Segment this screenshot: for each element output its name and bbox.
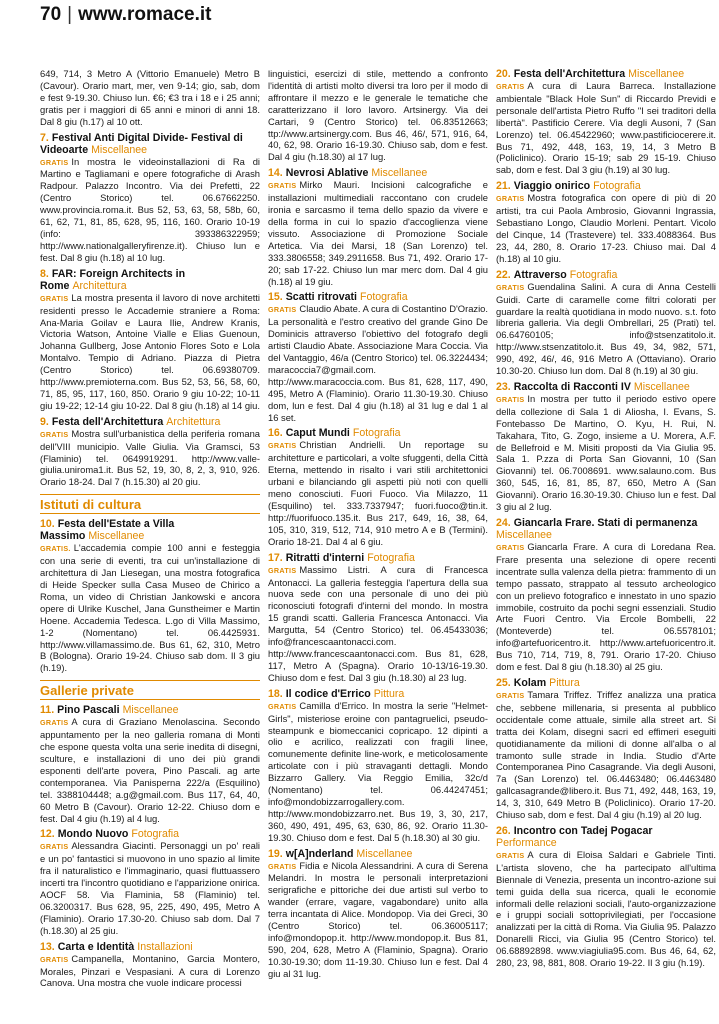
listing-title-line — [40, 828, 260, 840]
listing-title-line — [40, 132, 260, 156]
listing-number: 23. — [496, 380, 511, 393]
listing-description: Claudio Abate. A cura di Costantino D'Orazio. La personalità e l'estro creativo del grande Gino De Dominicis attraverso l'obiettivo del fotografo degli artisti Claudio Abate. Associazione Mara Coccia. Via del Vantaggio, 46/a (Centro Storico) tel. 06.3224434; maracoccia7@gmail.com. http://www.maracoccia.com. Bus 81, 628, 117, 490, 495, Metro A (Flaminio). Orario 11.30-19.30. Chiuso dom, lun e fest. Dal 4 giu (h.18) al 31 lug e dal 1 al 16 set. — [268, 303, 488, 423]
listing-entry — [496, 269, 716, 377]
listing-number: 20. — [496, 68, 511, 80]
listing-description: A cura di Laura Barreca. Installazione ambientale "Black Hole Sun" di Riccardo Previdi e personale dell'artista Pietro Ruffo "I sei traditori della libertà". Pastificio Cerere. Via degli Ausoni, 7 (San Lorenzo) tel. 06.45422960; www.pastificiocerere.it. Bus 71, 492, 448, 163, 19, 14, 3 Metro B (Policlinico). Orario 15-19; sab 29 15-19. Chiuso sab, dom e fest. Dal 3 giu (h.19) al 30 lug. — [496, 80, 716, 176]
listing-body — [496, 281, 716, 377]
listing-title: Festa dell'Estate a Villa Massimo — [40, 518, 175, 543]
listing-description: Campanella, Montanino, Garcia Montero, Morales, Pinzari e Vespasiani. A cura di Lorenzo Canova. Una mostra che vuole indicare processi — [40, 952, 260, 989]
listing-title-line — [40, 941, 260, 953]
listing-number: 12. — [40, 828, 55, 841]
listing-body — [268, 860, 488, 980]
listing-category: Miscellanee — [371, 167, 428, 180]
gratis-badge: GRATIS — [268, 305, 297, 315]
listing-body — [496, 192, 716, 264]
continued-text: 649, 714, 3 Metro A (Vittorio Emanuele) Metro B (Cavour). Orario mart, mer, ven 9-14; gio, sab, dom e fest 9-19.30. Chiuso lun. €6; €3 tra i 18 e i 25 anni; gratis per i maggiori di 65 anni e minori di anni 18. Dal 8 giu (h.17) al 10 ott. — [40, 68, 260, 127]
listing-number: 22. — [496, 268, 511, 281]
listing-body — [40, 542, 260, 674]
listing-title-line — [496, 68, 716, 80]
listing-body — [40, 156, 260, 264]
listing-entry — [40, 518, 260, 674]
listing-title: Viaggio onirico — [513, 180, 591, 193]
listing-description: La mostra presenta il lavoro di nove architetti residenti presso le Accademie straniere a Roma: Ana-Maria Goilav e Laura Ilie, Andrew Kranis, Victoria Watson, Antoine Vialle e Elias Guenoun, Johanna Gullberg, Jose Antonio Flores Soto e Lola Montalvo. Tempio di Adriano. Piazza di Pietra (Centro Storico) tel. 06.69380709. http://www.premioterna.com. Bus 52, 53, 56, 58, 60, 71, 85, 95, 117, 160, 850. Orario 9 giu 10-22; 10-11 giu 19-22; 12-14 giu 10-22. Dal 8 giu (h.18) al 14 giu. — [40, 291, 260, 411]
listing-body — [268, 564, 488, 684]
listing-description: In mostra per tutto il periodo estivo opere della collezione di Sala 1 di Aliosha, I. Evans, S. Fontebasso De Martino, O. Kyu, H. Rui, N. Takahara, Tito, G. Zogo, insieme a U. Morera, A.F. de Bellefroid e M. Misiti proposti da Via Giulia 95. Sala 1. P.zza di Porta San Giovanni, 10 (San Giovanni) tel. 06.7008691. www.salauno.com. Bus 360, 545, 16, 81, 85, 87, 650, Metro A (San Giovanni). Orario 16.30-19.30. Chiuso lun e fest. Dal 3 giu al 2 lug. — [496, 392, 716, 513]
section-heading: Istituti di cultura — [40, 494, 260, 514]
listing-body — [496, 541, 716, 673]
listing-title-line — [496, 381, 716, 393]
listing-entry — [40, 828, 260, 936]
listing-title: w[A]nderland — [285, 847, 354, 860]
listing-title: FAR: Foreign Architects in Rome — [40, 267, 186, 292]
listing-entry — [496, 68, 716, 176]
gratis-badge: GRATIS — [496, 82, 525, 91]
header-separator: | — [67, 4, 73, 25]
gratis-badge: GRATIS — [40, 954, 69, 964]
listing-title-line — [268, 552, 488, 564]
listing-description: Camilla d'Errico. In mostra la serie "Helmet-Girls", misteriose eroine con pantagruelici, pseudo-steampunk e biomeccanici copricapo. 12 dipinti a olio e acrilico, realizzati con fragili linee, comunemente definite line-work, e meticolosamente articolate con i più stravaganti dettagli. Mondo Bizzarro Gallery. Via Reggio Emilia, 32c/d (Nomentano) tel. 06.44247451; info@mondobizzarrogallery.com. http://www.mondobizzarro.net. Bus 19, 3, 30, 217, 360, 490, 491, 495, 63, 630, 86, 92. Orario 11.30-19.30. Chiuso dom e fest. Dal 5 (h.18.30) al 30 giu. — [268, 699, 488, 843]
listing-title: Pino Pascali — [57, 704, 120, 717]
listing-description: Guendalina Salini. A cura di Anna Cestelli Guidi. Carte di caramelle come filtri colorati per guardare la realtà quotidiana in modo nuovo. s.t. foto libreria galleria. Via degli Ombrellari, 25 (Prati) tel. 06.64760105; info@stsenzatitolo.it. http://www.stsenzatitolo.it. Bus 49, 34, 982, 571, 990, 492, 46/, 46, 916 Metro A (Ottaviano). Orario 10.30-20. Chiuso lun dom. Dal 8 (h.19) al 30 giu. — [496, 280, 716, 377]
listing-category: Miscellanee — [356, 847, 413, 860]
gratis-badge: GRATIS — [496, 282, 525, 292]
listing-body — [40, 428, 260, 489]
listing-entry — [268, 552, 488, 684]
listing-description: A cura di Eloisa Saldari e Gabriele Tinti. L'artista sloveno, che ha partecipato all'ultima Biennale di Venezia, presenta un incontro-azione sui temi guida della sua ricerca, quali le economie informali delle relazioni sociali, l'auto-organizzazione e i gruppi sociali sottoprivilegiati, per l'occasione analizzati per la città di Roma. Via Giulia 95. Palazzo Donarelli Ricci, via Giulia 95 (Centro Storico) tel. 06.68892898. www.viagiulia95.com. Bus 46, 64, 62, 280, 23, 98, 881, 808. Orario 19-22. Il 3 giu (h.19). — [496, 848, 716, 969]
gratis-badge: GRATIS — [268, 441, 297, 451]
listing-title: Festa dell'Architettura — [513, 68, 626, 80]
listing-description: Massimo Listri. A cura di Francesca Antonacci. La galleria festeggia l'apertura della sua nuova sede con una personale di uno dei più riconosciuti fotografi d'interni del mondo. In mostra 15 grandi scatti. Galleria Francesca Antonacci. Via Margutta, 54 (Centro Storico) tel. 06.45433036; info@francescaantonacci.com. http://www.francescaantonacci.com. Bus 81, 628, 117, Metro A (Spagna). Orario 10-13/16-19.30. Chiuso dom e fest. Dal 3 giu (h.18.30) al 23 lug. — [268, 563, 488, 683]
listing-body — [496, 689, 716, 821]
listing-entry — [496, 180, 716, 264]
listing-title-line — [268, 427, 488, 439]
listing-body — [40, 292, 260, 412]
listing-title: Caput Mundi — [285, 427, 350, 440]
listing-category: Miscellanee — [628, 68, 685, 80]
listing-entry — [40, 941, 260, 990]
gratis-badge: GRATIS — [268, 701, 297, 711]
column-2 — [268, 68, 488, 993]
listing-entry — [268, 291, 488, 423]
gratis-badge: GRATIS — [268, 181, 297, 191]
listing-category: Miscellanee — [88, 530, 145, 543]
listing-number: 16. — [268, 427, 283, 440]
listing-number: 11. — [40, 704, 55, 717]
listing-entry — [40, 704, 260, 824]
page-number: 70 — [40, 4, 62, 25]
continued-text: linguistici, esercizi di stile, mettendo a confronto l'identità di artisti molto diversi tra loro per il modo di affrontare il mezzo e le generale le tematiche che caratterizzano il loro lavoro. Artsinergy. Via dei Cartari, 9 (Centro Storico) tel. 06.83512663; ttp://www.artsinergy.com. Bus 46, 46/, 571, 916, 64, 40, 62, 98. Orario 16-19.30. Chiuso sab, dom e fest. Dal 4 giu (h.18.30) al 17 lug. — [268, 68, 488, 163]
listing-number: 25. — [496, 676, 511, 689]
listing-description: Mostra sull'urbanistica della periferia romana dell'VIII municipio. Valle Giulia. Via Gramsci, 53 (Flaminio) tel. 0649919291. http://www.valle-giulia.uniroma1.it. Bus 52, 19, 30, 8, 2, 3, 910, 926. Orario 18-24. Dal 7 (h.15.30) al 20 giu. — [40, 427, 260, 488]
listing-title: Nevrosi Ablative — [285, 167, 369, 180]
listing-entry — [40, 416, 260, 489]
listing-description: A cura di Graziano Menolascina. Secondo appuntamento per la neo galleria romana di Monti che espone questa volta una serie inedita di disegni, sculture, e installazioni di uno dei più grandi esponenti dell'arte povera, Pino Pascali. ag arte contemporanea. Via Panisperna 222/a (Esquilino) tel. 3388104448; a.g@gmail.com. Bus 117, 64, 40, 60 Metro B (Cavour). Orario 12-22. Chiuso dom e fest. Dal 4 giu (h.19) al 4 lug. — [40, 716, 260, 824]
listing-body — [40, 716, 260, 824]
listing-title-line — [268, 167, 488, 179]
listing-category: Fotografia — [359, 291, 408, 304]
listing-title-line — [496, 180, 716, 192]
listing-number: 19. — [268, 847, 283, 860]
listing-entry — [268, 848, 488, 980]
gratis-badge: GRATIS — [496, 690, 525, 700]
listing-description: L'accademia compie 100 anni e festeggia con una serie di eventi, tra cui un'installazione di architettura di Jan Liesegan, una mostra fotografica di Heide Specker sulla Casa Museo de Chirico a Roma, un video di Christian Jankowski e ancora opere di Ulrike Kuschel, Jana Gunstheimer e Martin Hoene. Accademia Tedesca. L.go di Villa Massimo, 1-2 (Nomentano) tel. 06.4425931. http://www.villamassimo.de. Bus 61, 62, 310, Metro B (Bologna). Orario 19-24. Chiuso sab dom. Il 3 giu (h.19). — [40, 542, 260, 674]
listing-number: 17. — [268, 551, 283, 564]
listing-entry — [496, 517, 716, 673]
listing-title: Incontro con Tadej Pogacar — [513, 824, 653, 837]
listing-title: Attraverso — [513, 268, 567, 281]
listing-title-line — [268, 291, 488, 303]
listing-description: Mostra fotografica con opere di più di 20 artisti, tra cui Paola Ambrosio, Giovanni Ingrassia, Sebastiano Longo, Claudio Morleni. Pentart. Vicolo del Cinque, 14 (Trastevere) tel. 333.4088364. Bus 23, 44, 280, 8. Orario 17-23. Chiuso mai. Dal 4 (h.18) al 10 giu. — [496, 192, 716, 264]
listing-category: Miscellanee — [122, 704, 179, 717]
listing-entry — [40, 132, 260, 264]
listing-category: Fotografia — [367, 551, 415, 564]
listing-description: Fidia e Nicola Alessandrini. A cura di Serena Melandri. In mostra le personali interpretazioni serigrafiche e pittoriche dei due artisti sul verbo to wander (errare, vagare, vagabondare) unito alla terra incantata di Alice. Mondopop. Via dei Greci, 30 (Centro Storico) tel. 06.36005117; info@mondopop.it. http://www.mondopop.it. Bus 81, 590, 204, 628, Metro A (Flaminio, Spagna). Orario 10.30-19.30; dom 11-19.30. Chiuso lun e fest. Dal 4 giu al 31 lug. — [268, 859, 488, 979]
listing-body — [496, 393, 716, 513]
listing-entry — [268, 167, 488, 287]
listing-title-line — [268, 848, 488, 860]
listing-body — [268, 303, 488, 423]
listing-title: Scatti ritrovati — [285, 291, 357, 304]
listing-title-line — [496, 517, 716, 529]
column-3 — [496, 68, 716, 993]
listing-title: Giancarla Frare. Stati di permanenza — [513, 517, 698, 529]
gratis-badge: GRATIS — [496, 850, 525, 860]
listing-title: Kolam — [513, 676, 547, 689]
listing-title-line — [40, 704, 260, 716]
gratis-badge: GRATIS — [496, 394, 525, 404]
listing-body — [496, 849, 716, 969]
listing-title-line — [40, 416, 260, 428]
gratis-badge: GRATIS — [40, 157, 69, 167]
listing-number: 10. — [40, 518, 55, 531]
listing-category: Architettura — [72, 279, 127, 292]
gratis-badge: GRATIS — [40, 293, 69, 303]
listing-number: 8. — [40, 267, 49, 280]
listing-number: 13. — [40, 940, 55, 953]
listing-body — [268, 439, 488, 547]
listing-entry — [496, 381, 716, 513]
listing-entry — [496, 677, 716, 821]
listing-category: Pittura — [373, 687, 405, 700]
listing-title: Festival Anti Digital Divide- Festival di Videoarte — [40, 131, 243, 156]
gratis-badge: GRATIS — [268, 861, 297, 871]
listing-number: 24. — [496, 517, 511, 529]
gratis-badge: GRATIS — [268, 565, 297, 575]
column-1 — [40, 68, 260, 993]
listing-title-line — [40, 518, 260, 542]
listing-category: Miscellanee — [496, 529, 552, 541]
gratis-badge: GRATIS. — [40, 544, 71, 554]
listing-category: Miscellanee — [633, 380, 690, 393]
listing-body — [268, 179, 488, 287]
listing-entry — [268, 427, 488, 547]
listing-number: 18. — [268, 687, 283, 700]
listing-category: Fotografia — [131, 828, 180, 841]
listing-category: Fotografia — [593, 180, 641, 193]
section-heading: Gallerie private — [40, 680, 260, 700]
listing-title: Mondo Nuovo — [57, 828, 129, 841]
gratis-badge: GRATIS — [40, 842, 69, 852]
listing-description: Tamara Triffez. Triffez analizza una pratica che, sebbene millenaria, si presenta al pubblico occidentale come attuale, simile alla street art. Si tratta dei Kolam, disegni sacri ed effimeri eseguiti quotidianamente da milioni di donne all'alba o al tramonto sulle strade in India. Studio d'Arte Contemporanea Pino Casagrande. Via degli Ausoni, 7a (San Lorenzo) tel. 06.4463480; 06.4463480 gallcasagrande@libero.it. Bus 71, 492, 448, 163, 19, 14, 3, 310, 649 Metro B (Policlinico). Orario 17-20. Chiuso sab, dom e fest. Dal 4 giu (h.19) al 20 lug. — [496, 688, 716, 821]
listing-category: Fotografia — [352, 427, 401, 440]
listing-category: Installazioni — [137, 940, 193, 953]
listing-entry — [496, 825, 716, 969]
listing-category: Performance — [496, 836, 557, 849]
listing-title: Ritratti d'interni — [285, 551, 365, 564]
gratis-badge: GRATIS — [40, 429, 69, 439]
listing-body — [40, 840, 260, 936]
listing-description: Giancarla Frare. A cura di Loredana Rea. Frare presenta una selezione di opere recenti incentrate sulla valenza della pietra: frammento di un tempo passato, strappato al tessuto archeologico con un prelievo fotografico e innestato in uno spazio immobile, costruito da pochi segni essenziali. Studio Arte Fuori Centro. Via Ercole Bombelli, 22 (Monteverde) tel. 06.5578101; info@artefuoricentro.it. http://www.artefuoricentro.it. Bus 710, 714, 719, 8, 791. Orario 17-20. Chiuso dom e fest. Dal 8 giu (h.18.30) al 25 giu. — [496, 541, 716, 673]
listing-body — [268, 700, 488, 844]
listing-title-line — [496, 677, 716, 689]
listing-title-line — [496, 825, 716, 837]
page-header — [40, 4, 719, 34]
listing-number: 26. — [496, 824, 511, 837]
listing-title: Festa dell'Architettura — [51, 415, 164, 428]
site-url[interactable]: www.romace.it — [78, 4, 212, 25]
listing-number: 15. — [268, 291, 283, 304]
listing-category: Architettura — [166, 415, 221, 428]
listing-category: Miscellanee — [91, 143, 148, 156]
listing-title-line — [40, 268, 260, 292]
listing-description: Mirko Mauri. Incisioni calcografiche e installazioni multimediali raccontano con crudele ironia e sarcasmo il tema dello spazio da vivere e della forma in cui lo spazio d'accoglienza viene vissuto. Associazione di Promozione Sociale Artetica. Via dei Marsi, 18 (San Lorenzo) tel. 333.3806558; 349.2911658. Bus 71, 492. Orario 17-20; sab 17-22. Chiuso lun mar merc dom. Dal 4 giu (h.18) al 19 giu. — [268, 179, 488, 287]
listing-number: 7. — [40, 131, 49, 144]
listing-category: Pittura — [549, 676, 580, 689]
listing-title-line — [496, 269, 716, 281]
gratis-badge: GRATIS — [40, 718, 69, 728]
listing-entry — [40, 268, 260, 412]
listing-title: Il codice d'Errico — [285, 687, 371, 700]
listing-description: Christian Andrielli. Un reportage su architetture e particolari, a volte sfuggenti, della Città Eterna, mettendo in risalto i vari stili architettonici urbani e bilanciando gli aspetti più noti con quelli meno conosciuti. Fuori Fuoco. Via Milazzo, 11 (Esquilino) tel. 333.7337947; fuori.fuoco@tin.it. http://fuorifuoco.135.it. Bus 217, 649, 16, 38, 64, 105, 310, 319, 512, 714, 910 metro A e B (Termini). Orario 18-21. Dal 4 al 6 giu. — [268, 439, 488, 547]
listing-description: In mostra le videoinstallazioni di Ra di Martino e Tagliamani e opere fotografiche di Arash Radpour. Palazzo Incontro. Via dei Prefetti, 22 (Centro Storico) tel. 06.67662250. www.provincia.roma.it. Bus 52, 53, 63, 58, 58b, 60, 61, 62, 71, 81, 85, 628, 95, 116, 160. Orario 10-19 (info: 393386322959; http://www.nationalgalleryfirenze.it). Chiuso lun e fest. Dal 8 giu (h.18) al 10 lug. — [40, 155, 260, 263]
listing-number: 14. — [268, 167, 283, 180]
listing-title: Carta e Identità — [57, 940, 135, 953]
listing-entry — [268, 688, 488, 844]
gratis-badge: GRATIS — [496, 543, 525, 552]
listing-number: 21. — [496, 180, 511, 193]
listing-title-line — [268, 688, 488, 700]
listing-title: Raccolta di Racconti IV — [513, 380, 631, 393]
gratis-badge: GRATIS — [496, 194, 525, 204]
listing-columns — [40, 68, 716, 993]
listing-description: Alessandra Giacinti. Personaggi un po' reali e un po' fantastici si muovono in uno spazio al limite fra il naturalistico e l'immaginario, quasi fluttuassero incerti tra l'incontro quotidiano e l'apparizione onirica. AOCF 58. Via Flaminia, 58 (Flaminio) tel. 06.3200317. Bus 628, 95, 225, 490, 495, Metro A (Flaminio). Orario 17.30-20. Chiuso sab dom. Dal 7 (h.18.30) al 25 giu. — [40, 840, 260, 936]
listing-number: 9. — [40, 415, 49, 428]
listing-body — [496, 80, 716, 176]
listing-body — [40, 953, 260, 990]
listing-category: Fotografia — [569, 268, 618, 281]
